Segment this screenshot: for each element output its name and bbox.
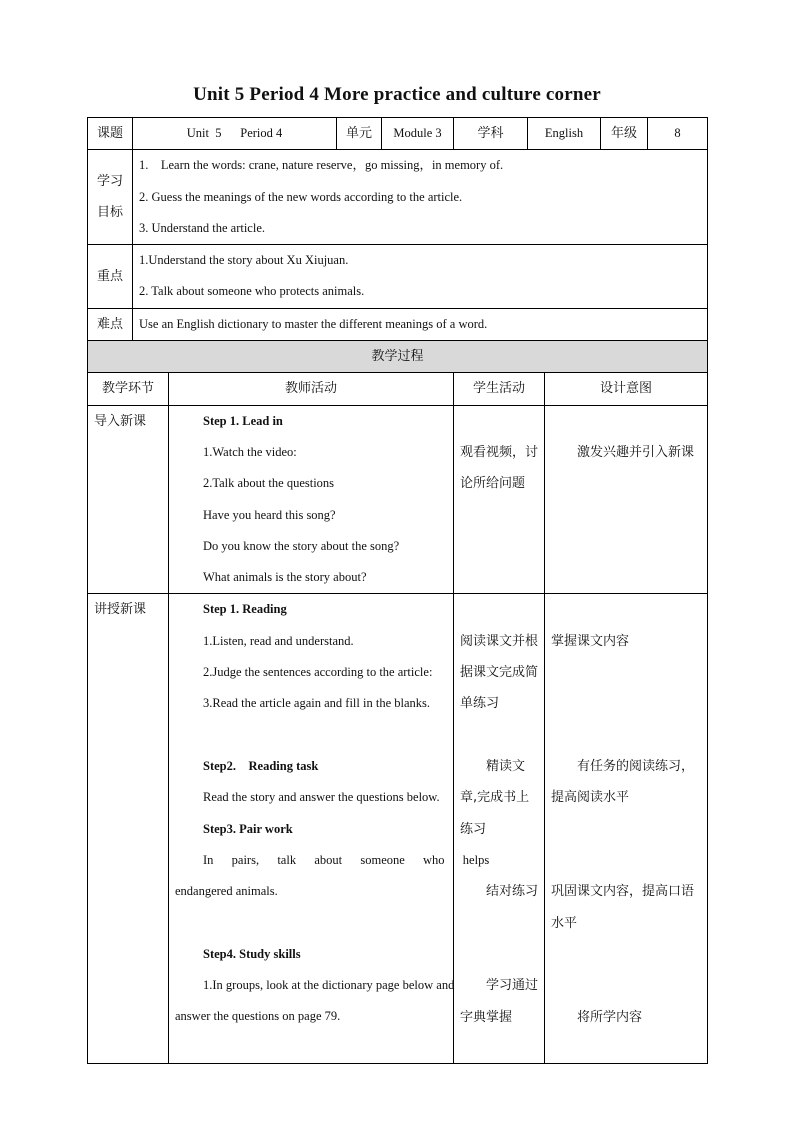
- intro-line: 2.Talk about the questions: [203, 476, 335, 491]
- step2-student: 精读文章,完成书上练习: [460, 759, 530, 837]
- step1-student: 阅读课文并根据课文完成简单练习: [460, 633, 539, 712]
- difficulty-label: 难点: [88, 308, 133, 340]
- step4-student: 学习通过字典掌握: [460, 978, 539, 1025]
- key-point-item: 1.Understand the story about Xu Xiujuan.: [139, 253, 349, 268]
- intro-row: [88, 405, 708, 594]
- subject-label: 学科: [454, 118, 528, 150]
- step4-title: Step4. Study skills: [203, 946, 301, 961]
- lesson-label: 课题: [88, 118, 133, 150]
- step1-line: 3.Read the article again and fill in the blanks.: [203, 696, 431, 711]
- info-row: [88, 118, 708, 150]
- intro-student: 观看视频，讨论所给问题: [460, 444, 539, 492]
- step1-line: 1.Listen, read and understand.: [203, 633, 354, 648]
- difficulty-row: [88, 308, 708, 340]
- step4-line: answer the questions on page 79.: [175, 1009, 341, 1024]
- step1-title: Step 1. Reading: [203, 602, 287, 617]
- process-header-row: [88, 341, 708, 373]
- objectives-content: [133, 150, 708, 245]
- unit-label: 单元: [337, 118, 382, 150]
- column-stage: 教学环节: [88, 373, 169, 405]
- step2-intent: 有任务的阅读练习，提高阅读水平: [551, 759, 695, 806]
- step3-intent: 巩固课文内容，提高口语水平: [551, 884, 695, 931]
- step4-intent: 将所学内容: [577, 1009, 643, 1025]
- step1-intent: 掌握课文内容: [551, 633, 630, 649]
- key-point-item: 2. Talk about someone who protects animals.: [139, 284, 365, 299]
- objectives-row: [88, 150, 708, 245]
- objective-item: 1. Learn the words: crane, nature reserve，go missing，in memory of.: [139, 158, 504, 173]
- objectives-label: 学习目标: [88, 150, 133, 245]
- intro-line: What animals is the story about?: [203, 570, 367, 585]
- intro-teacher: [169, 405, 454, 594]
- intro-line: 1.Watch the video:: [203, 444, 297, 459]
- page-title: Unit 5 Period 4 More practice and culture corner: [193, 84, 601, 105]
- intro-student-cell: [454, 405, 545, 594]
- difficulty-text: Use an English dictionary to master the different meanings of a word.: [133, 308, 708, 340]
- teaching-stage: 讲授新课: [88, 594, 169, 1064]
- intro-line: Do you know the story about the song?: [203, 538, 400, 553]
- key-points-row: [88, 245, 708, 309]
- lesson-value: Unit 5 Period 4: [133, 118, 337, 150]
- intro-intent-cell: [545, 405, 708, 594]
- intro-line: Have you heard this song?: [203, 507, 336, 522]
- step2-title: Step2. Reading task: [203, 758, 319, 773]
- grade-label: 年级: [601, 118, 648, 150]
- unit-value: Module 3: [382, 118, 454, 150]
- grade-value: 8: [648, 118, 708, 150]
- column-intent: 设计意图: [545, 373, 708, 405]
- subject-value: English: [528, 118, 601, 150]
- step1-line: 2.Judge the sentences according to the article:: [203, 665, 433, 680]
- step2-line: Read the story and answer the questions below.: [203, 790, 440, 805]
- step4-line: 1.In groups, look at the dictionary page below and: [203, 978, 455, 993]
- step3-line: In pairs, talk about someone who helps: [203, 852, 490, 867]
- key-points-label: 重点: [88, 245, 133, 309]
- column-teacher: 教师活动: [169, 373, 454, 405]
- step3-student: 结对练习: [486, 884, 539, 900]
- objective-item: 3. Understand the article.: [139, 220, 265, 235]
- intro-intent: 激发兴趣并引入新课: [577, 444, 695, 460]
- column-student: 学生活动: [454, 373, 545, 405]
- intro-step: Step 1. Lead in: [203, 413, 283, 428]
- key-points-content: [133, 245, 708, 309]
- step3-title: Step3. Pair work: [203, 821, 293, 836]
- teaching-teacher: [169, 594, 490, 1064]
- teaching-intent-cell: [545, 594, 708, 1064]
- process-header: 教学过程: [88, 341, 708, 373]
- teaching-row: [88, 594, 708, 1064]
- teaching-student-cell: [454, 594, 545, 1064]
- lesson-plan-table: [87, 117, 708, 1064]
- objective-item: 2. Guess the meanings of the new words according to the article.: [139, 189, 463, 204]
- step3-line: endangered animals.: [175, 884, 278, 899]
- column-header-row: [88, 373, 708, 405]
- intro-stage: 导入新课: [88, 405, 169, 594]
